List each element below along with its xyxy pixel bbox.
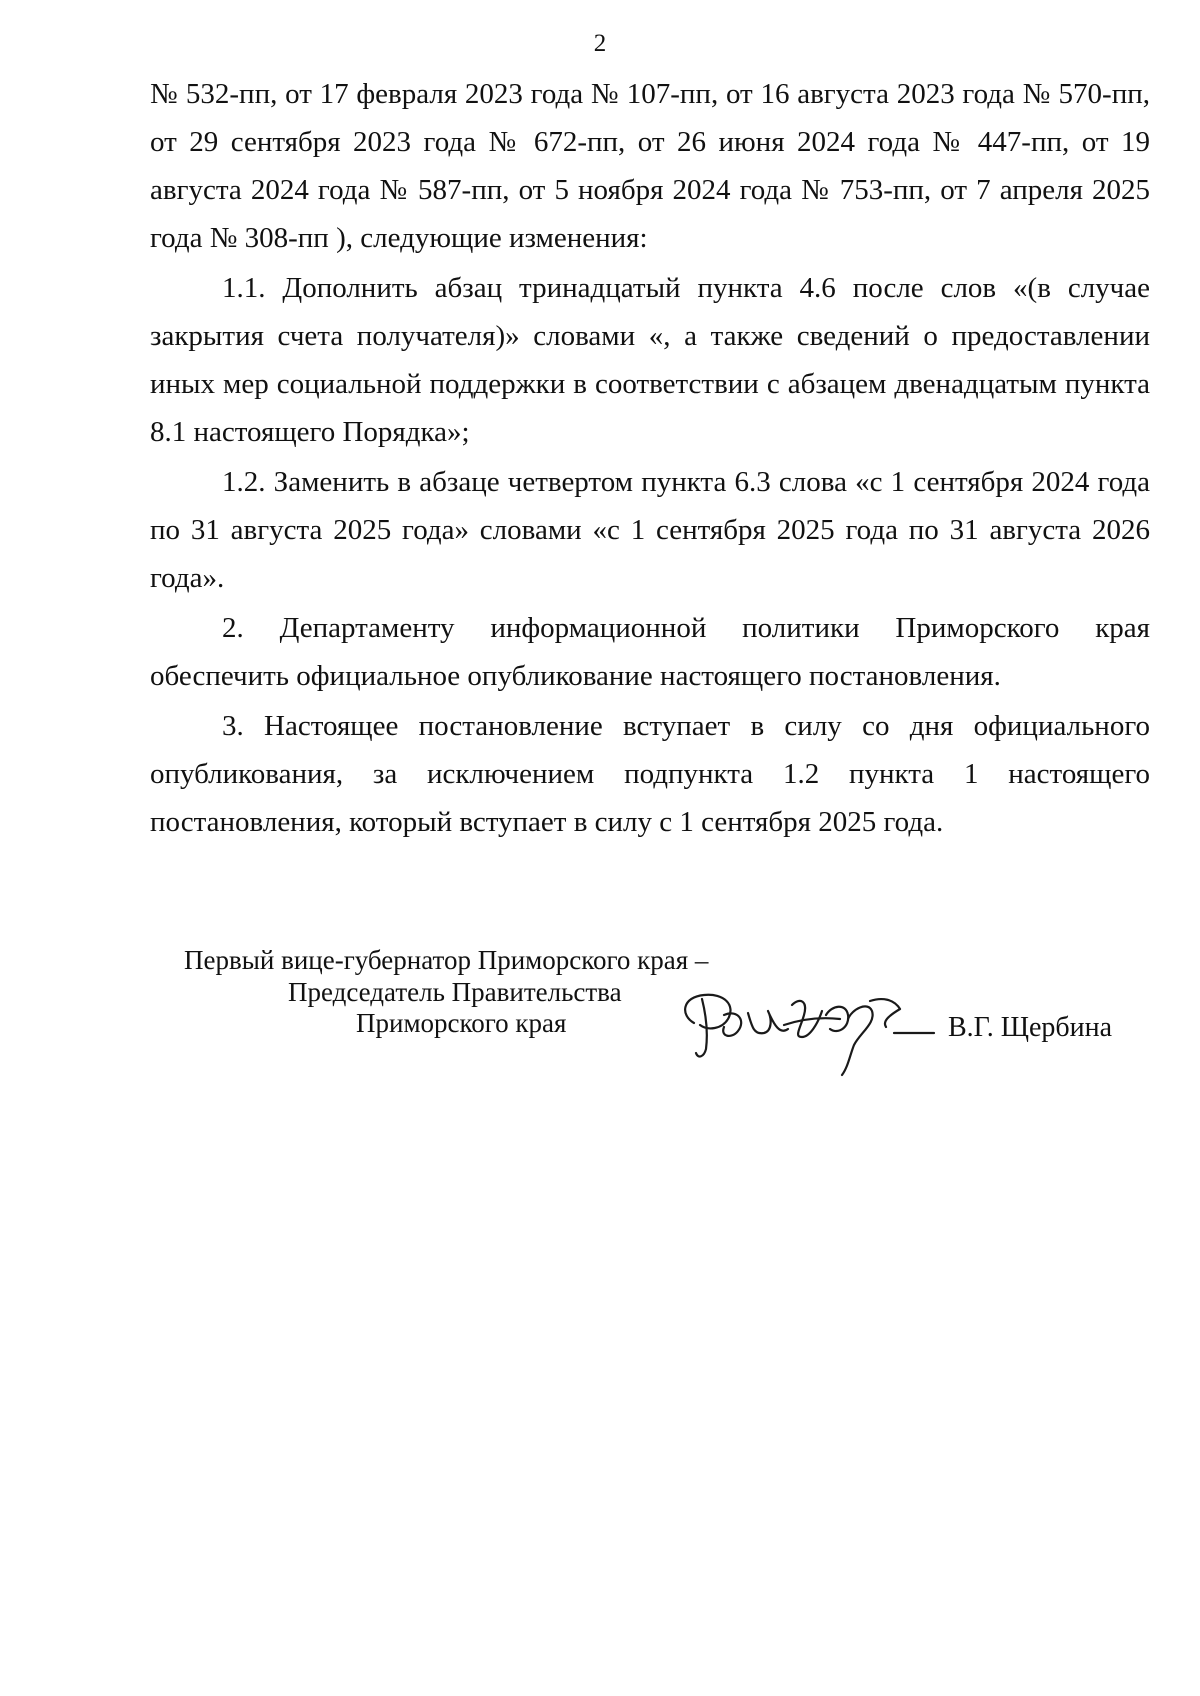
- paragraph-item-1-1: 1.1. Дополнить абзац тринадцатый пункта 4.6 после слов «(в случае закрытия счета получателя)» словами «, а также сведений о предоставлении иных мер социальной поддержки в соответствии с абзацем двенадцатым пункта 8.1 настоящего Порядка»;: [150, 272, 1150, 448]
- paragraph-item-2: 2. Департаменту информационной политики Приморского края обеспечить официальное опубликование настоящего постановления.: [150, 612, 1150, 692]
- document-body: [150, 70, 1150, 848]
- signer-name: В.Г. Щербина: [948, 1012, 1113, 1043]
- paragraph-continuation: № 532-пп, от 17 февраля 2023 года № 107-пп, от 16 августа 2023 года № 570-пп, от 29 сентября 2023 года № 672-пп, от 26 июня 2024 года № 447-пп, от 19 августа 2024 года № 587-пп, от 5 ноября 2024 года № 753-пп, от 7 апреля 2025 года № 308-пп ), следующие изменения:: [150, 78, 1150, 254]
- paragraph-item-1-2: 1.2. Заменить в абзаце четвертом пункта 6.3 слова «с 1 сентября 2024 года по 31 августа 2025 года» словами «с 1 сентября 2025 года по 31 августа 2026 года».: [150, 466, 1150, 594]
- page-number: 2: [593, 30, 607, 57]
- signatory-title-line-1: Первый вице-губернатор Приморского края –: [184, 945, 709, 975]
- paragraph-item-3: 3. Настоящее постановление вступает в силу со дня официального опубликования, за исключением подпункта 1.2 пункта 1 настоящего постановления, который вступает в силу с 1 сентября 2025 года.: [150, 710, 1150, 838]
- handwritten-signature: [672, 975, 942, 1080]
- signatory-title-line-2: Председатель Правительства: [288, 977, 622, 1007]
- signatory-title-line-3: Приморского края: [356, 1008, 567, 1038]
